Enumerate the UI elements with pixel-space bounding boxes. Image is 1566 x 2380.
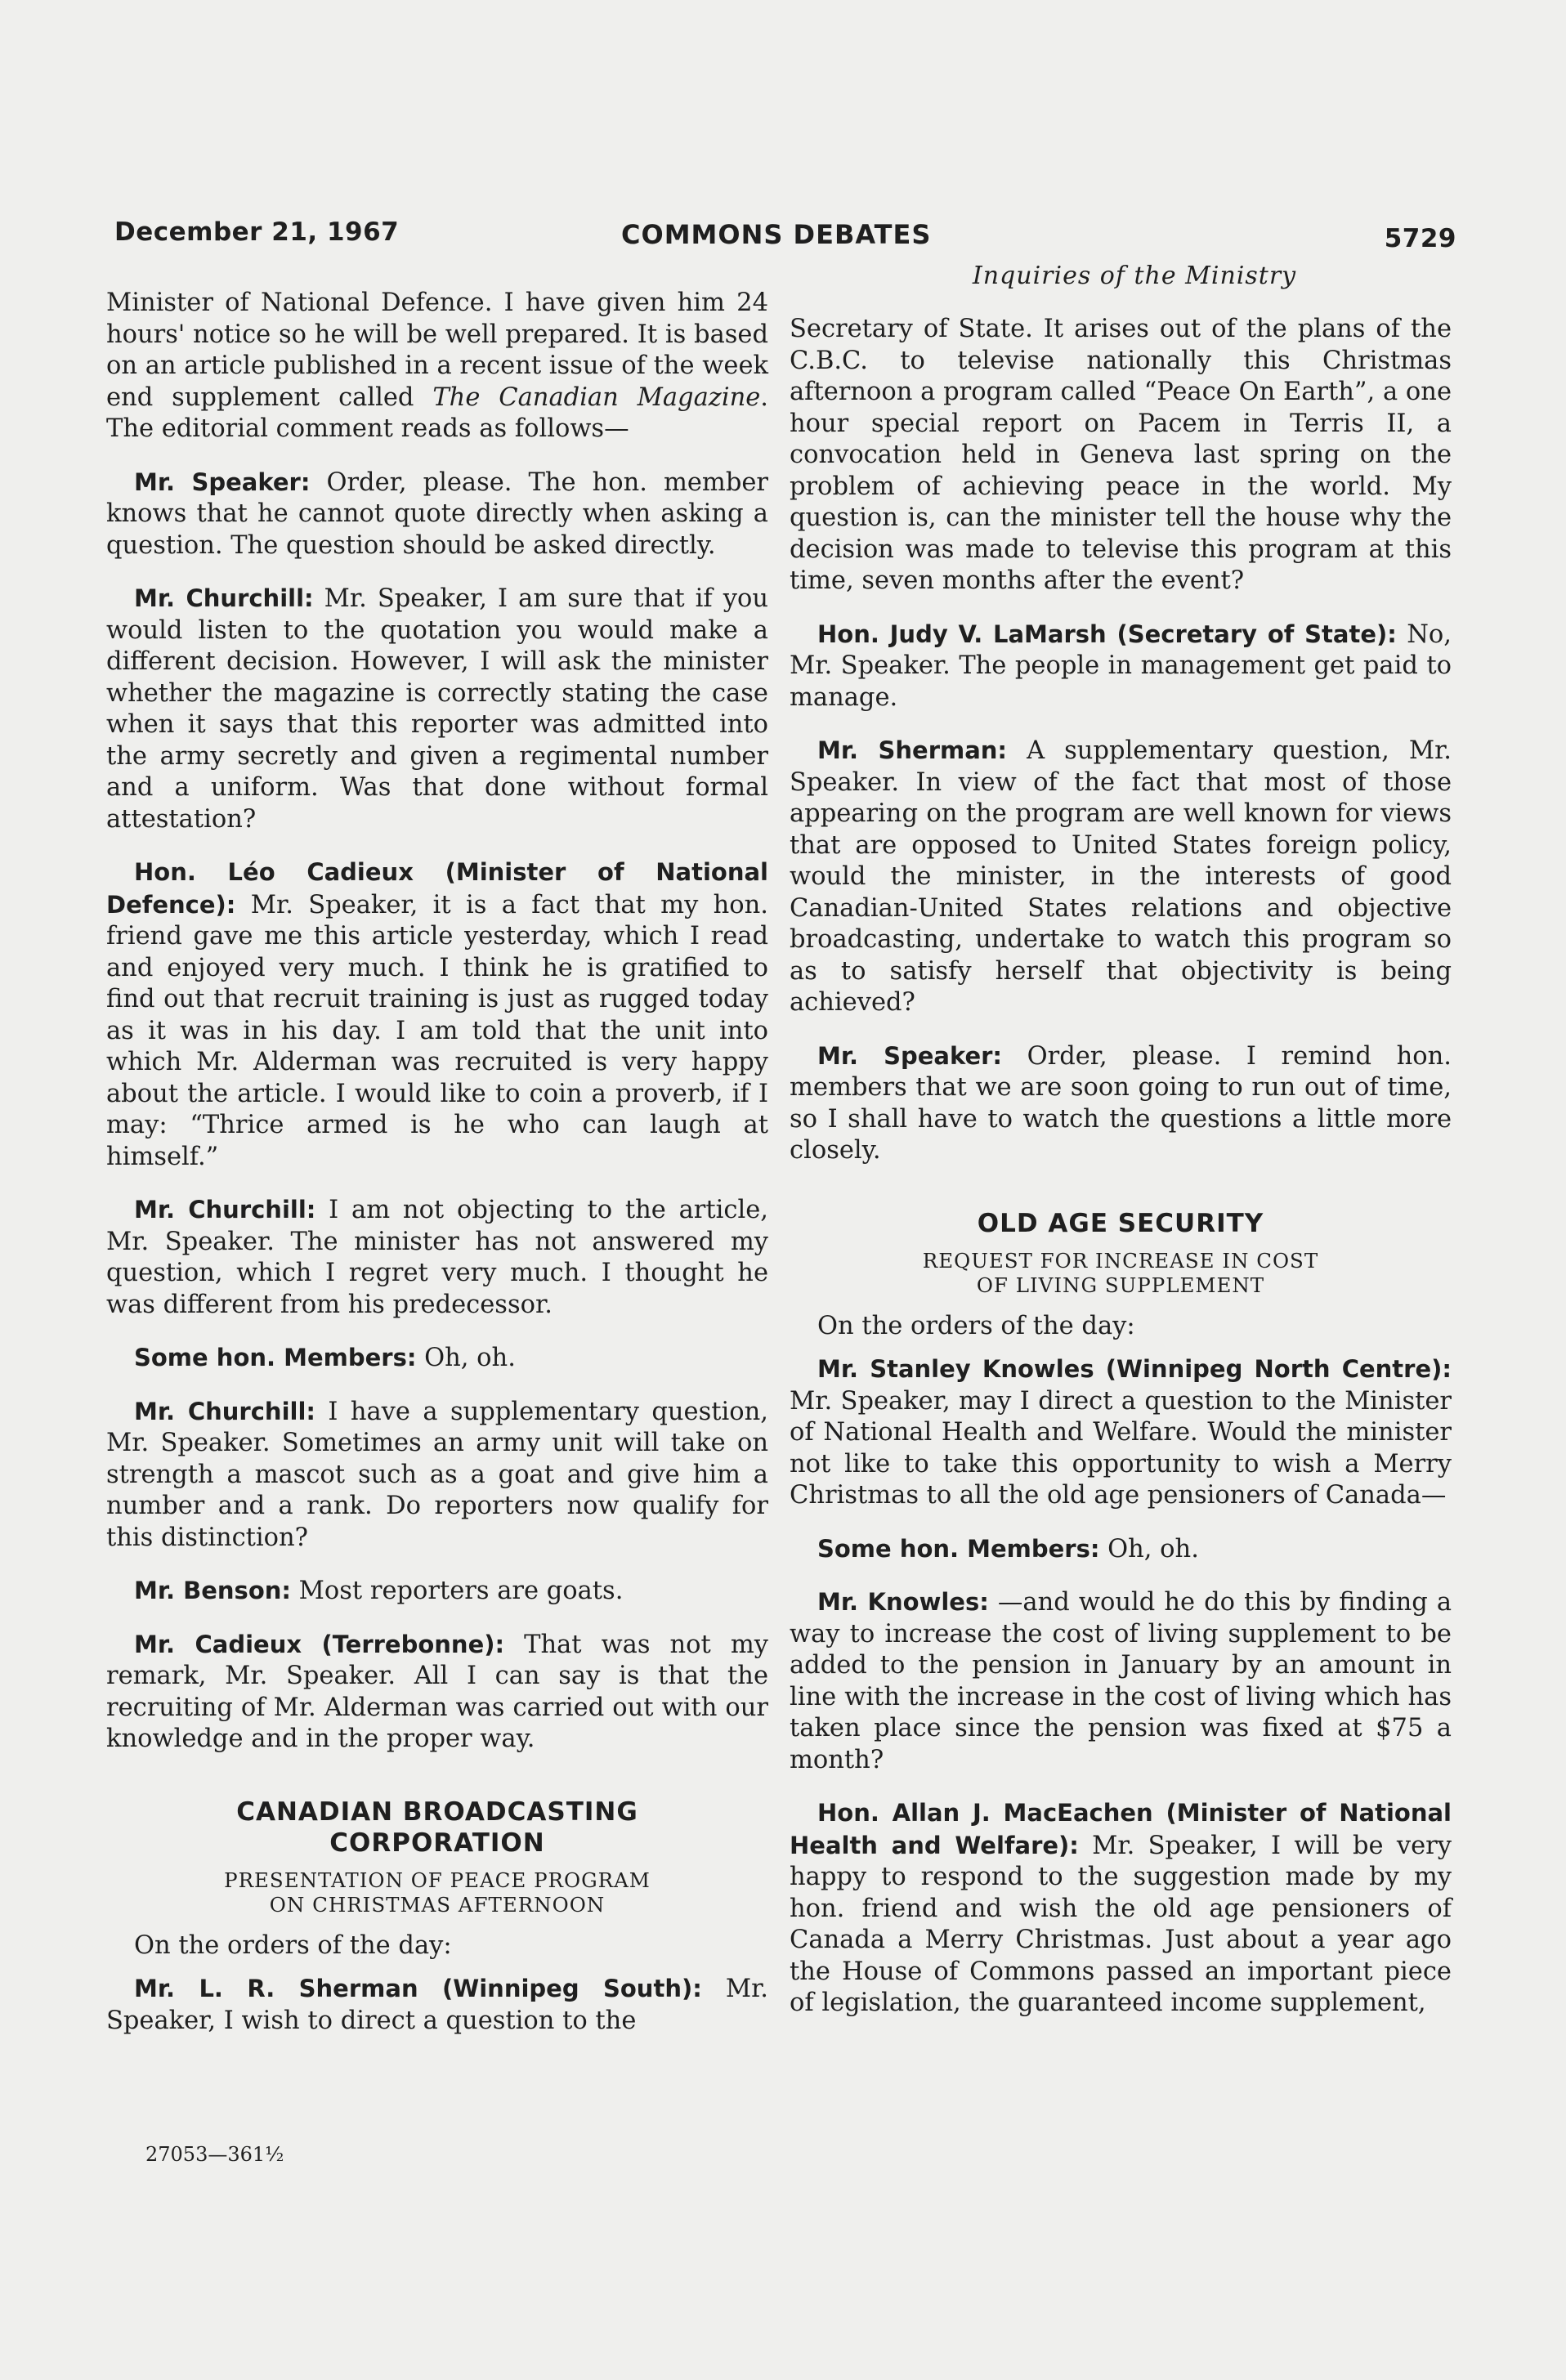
speaker-name: Mr. Churchill: xyxy=(134,584,314,612)
speaker-name: Some hon. Members: xyxy=(817,1534,1100,1563)
subtitle-line: ON CHRISTMAS AFTERNOON xyxy=(269,1892,606,1917)
running-head xyxy=(114,214,1456,255)
section-subtitle xyxy=(106,1868,768,1917)
speaker-name: Mr. Cadieux (Terrebonne): xyxy=(134,1630,505,1658)
speaker-name: Mr. L. R. Sherman (Winnipeg South): xyxy=(134,1975,702,2002)
left-column xyxy=(106,288,768,2037)
paragraph: Hon. Judy V. LaMarsh (Secretary of State): No, Mr. Speaker. The people in management get paid to manage. xyxy=(790,620,1452,712)
inquiries-heading: Inquiries of the Ministry xyxy=(972,262,1297,290)
paragraph: Mr. Speaker: Order, please. I remind hon. members that we are soon going to run out of time, so I shall have to watch the questions a little more closely. xyxy=(790,1041,1452,1165)
speaker-name: Some hon. Members: xyxy=(134,1344,417,1371)
header-title: COMMONS DEBATES xyxy=(621,219,932,250)
speaker-name: Mr. Sherman: xyxy=(817,736,1008,764)
paragraph: Mr. Churchill: I am not objecting to the article, Mr. Speaker. The minister has not answered my question, which I regret very much. I thought he was different from his predecessor. xyxy=(106,1196,768,1319)
page-number: 5729 xyxy=(1384,224,1456,253)
speaker-name: Mr. Stanley Knowles (Winnipeg North Centre): xyxy=(817,1355,1452,1383)
speaker-name: Hon. Allan J. MacEachen (Minister of National Health and Welfare): xyxy=(790,1799,1452,1859)
paragraph: Some hon. Members: Oh, oh. xyxy=(134,1344,516,1372)
paragraph: Mr. Cadieux (Terrebonne): That was not my remark, Mr. Speaker. All I can say is that the recruiting of Mr. Alderman was carried out with our knowledge and in the proper way. xyxy=(106,1630,768,1753)
paragraph: Mr. Benson: Most reporters are goats. xyxy=(134,1577,624,1605)
right-column xyxy=(790,260,1452,2020)
paragraph: Mr. Speaker: Order, please. The hon. member knows that he cannot quote directly when asking a question. The question should be asked directly. xyxy=(106,468,768,560)
subtitle-line: OF LIVING SUPPLEMENT xyxy=(976,1273,1265,1297)
paragraph: Mr. Churchill: I have a supplementary question, Mr. Speaker. Sometimes an army unit will take on strength a mascot such as a goat and give him a number and a rank. Do reporters now qualify for this distinction? xyxy=(106,1397,768,1552)
paragraph: Secretary of State. It arises out of the plans of the C.B.C. to televise nationally this Christmas afternoon a program called “Peace On Earth”, a one hour special report on Pacem in Terris II, a convocation held in Geneva last spring on the problem of achieving peace in the world. My question is, can the minister tell the house why the decision was made to televise this program at this time, seven months after the event? xyxy=(790,315,1452,595)
subtitle-line: PRESENTATION OF PEACE PROGRAM xyxy=(224,1868,651,1892)
section-subtitle xyxy=(790,1249,1452,1298)
paragraph: Mr. Churchill: Mr. Speaker, I am sure that if you would listen to the quotation you would make a different decision. However, I will ask the minister whether the magazine is correctly stating the case when it says that this reporter was admitted into the army secretly and given a regimental number and a uniform. Was that done without formal attestation? xyxy=(106,584,768,834)
paragraph: Some hon. Members: Oh, oh. xyxy=(817,1534,1199,1564)
header-date: December 21, 1967 xyxy=(114,217,400,247)
paragraph: Minister of National Defence. I have given him 24 hours' notice so he will be well prepared. It is based on an article published in a recent issue of the week end supplement called The Canadian Magazine. The editorial comment reads as follows— xyxy=(106,289,768,443)
paragraph: Mr. Knowles: —and would he do this by finding a way to increase the cost of living supplement to be added to the pension in January by an amount in line with the increase in the cost of living which has taken place since the pension was fixed at $75 a month? xyxy=(790,1588,1452,1774)
speaker-name: Mr. Churchill: xyxy=(134,1196,316,1224)
speaker-name: Mr. Speaker: xyxy=(134,468,311,496)
paragraph: Hon. Léo Cadieux (Minister of National Defence): Mr. Speaker, it is a fact that my hon. friend gave me this article yesterday, which I read and enjoyed very much. I think he is gratified to find out that recruit training is just as rugged today as it was in his day. I am told that the unit into which Mr. Alderman was recruited is very happy about the article. I would like to coin a proverb, if I may: “Thrice armed is he who can laugh at himself.” xyxy=(106,858,768,1171)
footer-code: 27053—361½ xyxy=(145,2143,284,2166)
orders-of-day: On the orders of the day: xyxy=(817,1311,1135,1340)
magazine-title: The Canadian Magazine xyxy=(432,382,761,412)
section-title: OLD AGE SECURITY xyxy=(977,1208,1264,1238)
paragraph: Hon. Allan J. MacEachen (Minister of National Health and Welfare): Mr. Speaker, I will be very happy to respond to the suggestion made by my hon. friend and wish the old age pensioners of Canada a Merry Christmas. Just about a year ago the House of Commons passed an important piece of legislation, the guaranteed income supplement, xyxy=(790,1799,1452,2017)
speaker-name: Hon. Léo Cadieux (Minister of National Defence): xyxy=(106,858,768,919)
speaker-name: Mr. Knowles: xyxy=(817,1588,989,1616)
speaker-name: Hon. Judy V. LaMarsh (Secretary of State): xyxy=(817,620,1397,648)
paragraph: Mr. Stanley Knowles (Winnipeg North Centre): Mr. Speaker, may I direct a question to the Minister of National Health and Welfare. Would the minister not like to take this opportunity to wish a Merry Christmas to all the old age pensioners of Canada— xyxy=(790,1355,1452,1510)
paragraph: Mr. L. R. Sherman (Winnipeg South): Mr. Speaker, I wish to direct a question to the xyxy=(106,1975,768,2035)
speaker-name: Mr. Speaker: xyxy=(817,1041,1003,1070)
subtitle-line: REQUEST FOR INCREASE IN COST xyxy=(922,1248,1319,1273)
speaker-name: Mr. Churchill: xyxy=(134,1397,315,1425)
paragraph: Mr. Sherman: A supplementary question, Mr. Speaker. In view of the fact that most of those appearing on the program are well known for views that are opposed to United States foreign policy, would the minister, in the interests of good Canadian-United States relations and objective broadcasting, undertake to watch this program so as to satisfy herself that objectivity is being achieved? xyxy=(790,736,1452,1017)
orders-of-day: On the orders of the day: xyxy=(134,1930,452,1960)
section-title: CANADIAN BROADCASTING CORPORATION xyxy=(236,1796,638,1858)
speaker-name: Mr. Benson: xyxy=(134,1577,291,1604)
